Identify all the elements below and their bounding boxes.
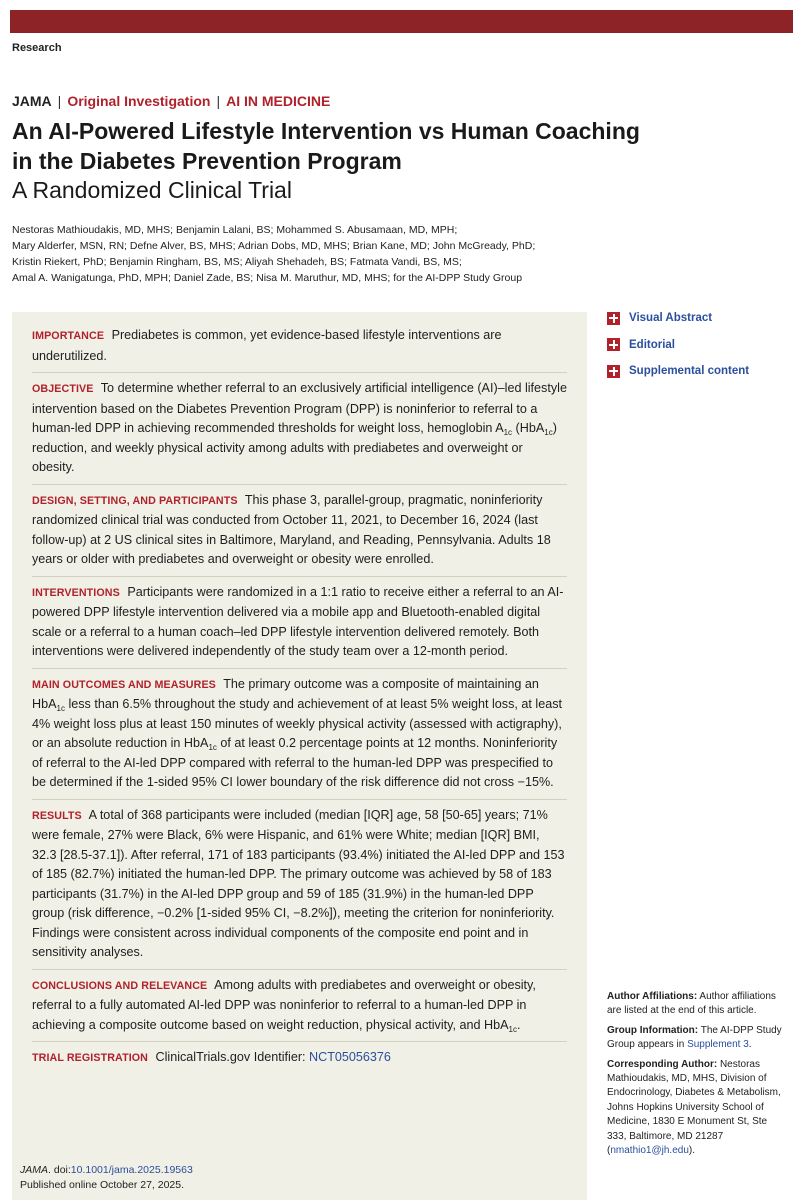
- abstract-text: of at least 0.2 percentage points at 12 months. Noninferiority of referral to the AI-led DPP compared with referral to the human-led DPP was prespecified to be determined if the 1-sided 95% CI lower boundary of the risk difference did not cross −15%.: [32, 736, 558, 789]
- abstract-text: .: [516, 1017, 521, 1032]
- abstract-registration: [32, 1048, 567, 1075]
- section-label: Research: [12, 42, 62, 54]
- subscript: 1c: [503, 428, 513, 437]
- email-link[interactable]: nmathio1@jh.edu: [610, 1145, 689, 1157]
- abstract-text: A total of 368 participants were included (median [IQR] age, 58 [50-65] years; 71% were female, 27% were Black, 6% were Hispanic, and 61% were White; median [IQR] BMI, 32.3 [28.5-37.1]). After referral, 171 of 183 participants (93.4%) initiated the AI-led DPP and 153 of 185 (82.7%) initiated the human-led DPP. The primary outcome was achieved by 58 of 183 participants (31.7%) in the AI-led DPP group and 59 of 185 (31.9%) in the human-led DPP group (risk difference, −0.2% [1-sided 95% CI, −8.2%]), meeting the criterion for noninferiority. Findings were consistent across individual components of the composite end point and in sensitivity analyses.: [32, 807, 565, 959]
- article-subtitle: A Randomized Clinical Trial: [12, 177, 292, 203]
- author-affiliations: [607, 990, 787, 1019]
- abstract-label: DESIGN, SETTING, AND PARTICIPANTS: [32, 494, 238, 507]
- plus-icon: [607, 312, 620, 325]
- info-text: .: [748, 1039, 752, 1051]
- abstract-label: CONCLUSIONS AND RELEVANCE: [32, 979, 208, 992]
- abstract-box: [12, 312, 587, 1200]
- info-text: The AI-DPP Study Group appears in: [607, 1024, 782, 1051]
- author-line: Mary Alderfer, MSN, RN; Defne Alver, BS, MHS; Adrian Dobs, MD, MHS; Brian Kane, MD; John McGready, PhD;: [12, 240, 536, 252]
- abstract-text: Participants were randomized in a 1:1 ratio to receive either a referral to an AI-powered DPP lifestyle intervention delivered via a mobile app and Bluetooth-enabled digital scale or a referral to a human coach–led DPP lifestyle intervention delivered remotely. Both interventions were delivered independently of the study team over a 12-month period.: [32, 584, 564, 658]
- plus-icon: [607, 338, 620, 351]
- article-type[interactable]: Original Investigation: [67, 93, 211, 109]
- link-label: Editorial: [629, 338, 676, 351]
- abstract-results: [32, 806, 567, 970]
- abstract-label: TRIAL REGISTRATION: [32, 1052, 148, 1064]
- citation: [20, 1163, 193, 1193]
- trial-registration-link[interactable]: NCT05056376: [309, 1050, 391, 1064]
- sidebar-links: [607, 309, 749, 389]
- abstract-label: IMPORTANCE: [32, 330, 105, 342]
- group-information: [607, 1024, 787, 1053]
- plus-icon: [607, 365, 620, 378]
- registration-text: ClinicalTrials.gov Identifier:: [155, 1050, 306, 1064]
- info-label: Author Affiliations:: [607, 991, 698, 1002]
- abstract-conclusions: [32, 976, 567, 1043]
- abstract-text: ) reduction, and weekly physical activity among adults with prediabetes and overweight or obesity.: [32, 421, 557, 474]
- info-label: Corresponding Author:: [607, 1058, 718, 1070]
- supplement-link[interactable]: Supplement 3: [687, 1039, 749, 1051]
- subscript: 1c: [56, 704, 65, 713]
- info-text: Author affiliations are listed at the end of this article.: [607, 991, 776, 1017]
- link-label: Visual Abstract: [629, 312, 713, 324]
- abstract-label: INTERVENTIONS: [32, 586, 120, 599]
- author-list: [12, 222, 602, 286]
- published-date: Published online October 27, 2025.: [20, 1179, 185, 1191]
- info-text: Nestoras Mathioudakis, MD, MHS, Division of Endocrinology, Diabetes & Metabolism, Johns Hopkins University School of Medicine, 1830 E Monument St, Ste 333, Baltimore, MD 21287 (: [607, 1058, 781, 1157]
- abstract-interventions: [32, 583, 567, 669]
- topic-tag[interactable]: AI IN MEDICINE: [226, 93, 331, 109]
- author-line: Nestoras Mathioudakis, MD, MHS; Benjamin Lalani, BS; Mohammed S. Abusamaan, MD, MPH;: [12, 224, 458, 236]
- abstract-text: To determine whether referral to an exclusively artificial intelligence (AI)–led lifestyle intervention based on the Diabetes Prevention Program (DPP) is noninferior to referral to a human-led DPP in achieving recommended thresholds for weight loss, hemoglobin A: [32, 381, 567, 435]
- abstract-text: The primary outcome was a composite of maintaining an HbA: [32, 676, 539, 711]
- abstract-objective: [32, 379, 567, 485]
- abstract-text: This phase 3, parallel-group, pragmatic, noninferiority randomized clinical trial was conducted from October 11, 2021, to December 16, 2024 (last follow-up) at 2 US clinical sites in Baltimore, Maryland, and Reading, Pennsylvania. Adults 18 years or older with prediabetes and overweight or obesity were enrolled.: [32, 492, 551, 566]
- doi-prefix: . doi:: [48, 1164, 71, 1176]
- abstract-label: MAIN OUTCOMES AND MEASURES: [32, 678, 216, 691]
- link-label: Supplemental content: [629, 365, 750, 377]
- abstract-outcomes: [32, 675, 567, 800]
- doi-line: [20, 1163, 193, 1178]
- article-kicker: JAMA | Original Investigation | AI IN MEDICINE: [12, 93, 331, 109]
- visual-abstract-link[interactable]: [607, 309, 749, 327]
- editorial-link[interactable]: [607, 336, 749, 354]
- journal-header-bar: [10, 10, 793, 33]
- article-title: An AI-Powered Lifestyle Intervention vs Human Coaching in the Diabetes Prevention Program: [12, 118, 640, 174]
- article-sidebar-info: [607, 990, 787, 1163]
- info-text: ).: [688, 1145, 695, 1157]
- info-label: Group Information:: [607, 1024, 699, 1036]
- doi-link[interactable]: 10.1001/jama.2025.19563: [70, 1164, 193, 1176]
- abstract-text: Among adults with prediabetes and overweight or obesity, referral to a fully automated AI-led DPP was noninferior to referral to a human-led DPP in achieving a composite outcome based on weight reduction, physical activity, and HbA: [32, 977, 536, 1032]
- abstract-text: (HbA: [512, 421, 545, 435]
- subscript: 1c: [544, 428, 553, 437]
- corresponding-author: [607, 1058, 787, 1159]
- subscript: 1c: [208, 743, 217, 752]
- author-line: Amal A. Wanigatunga, PhD, MPH; Daniel Zade, BS; Nisa M. Maruthur, MD, MHS; for the AI-DPP Study Group: [12, 272, 523, 284]
- abstract-text: less than 6.5% throughout the study and achievement of at least 5% weight loss, at least 4% weight loss plus at least 150 minutes of weekly physical activity (assessed with actigraphy), or an absolute reduction in HbA: [32, 697, 563, 750]
- abstract-importance: [32, 326, 567, 373]
- subscript: 1c: [508, 1024, 517, 1034]
- supplemental-content-link[interactable]: [607, 362, 749, 380]
- citation-journal: JAMA: [20, 1164, 49, 1176]
- abstract-text: Prediabetes is common, yet evidence-based lifestyle interventions are underutilized.: [32, 328, 502, 363]
- abstract-label: OBJECTIVE: [32, 383, 94, 395]
- abstract-design: [32, 491, 567, 577]
- abstract-label: RESULTS: [32, 809, 82, 822]
- journal-name: JAMA: [12, 93, 52, 109]
- author-line: Kristin Riekert, PhD; Benjamin Ringham, BS, MS; Aliyah Shehadeh, BS; Fatmata Vandi, BS, MS;: [12, 256, 462, 268]
